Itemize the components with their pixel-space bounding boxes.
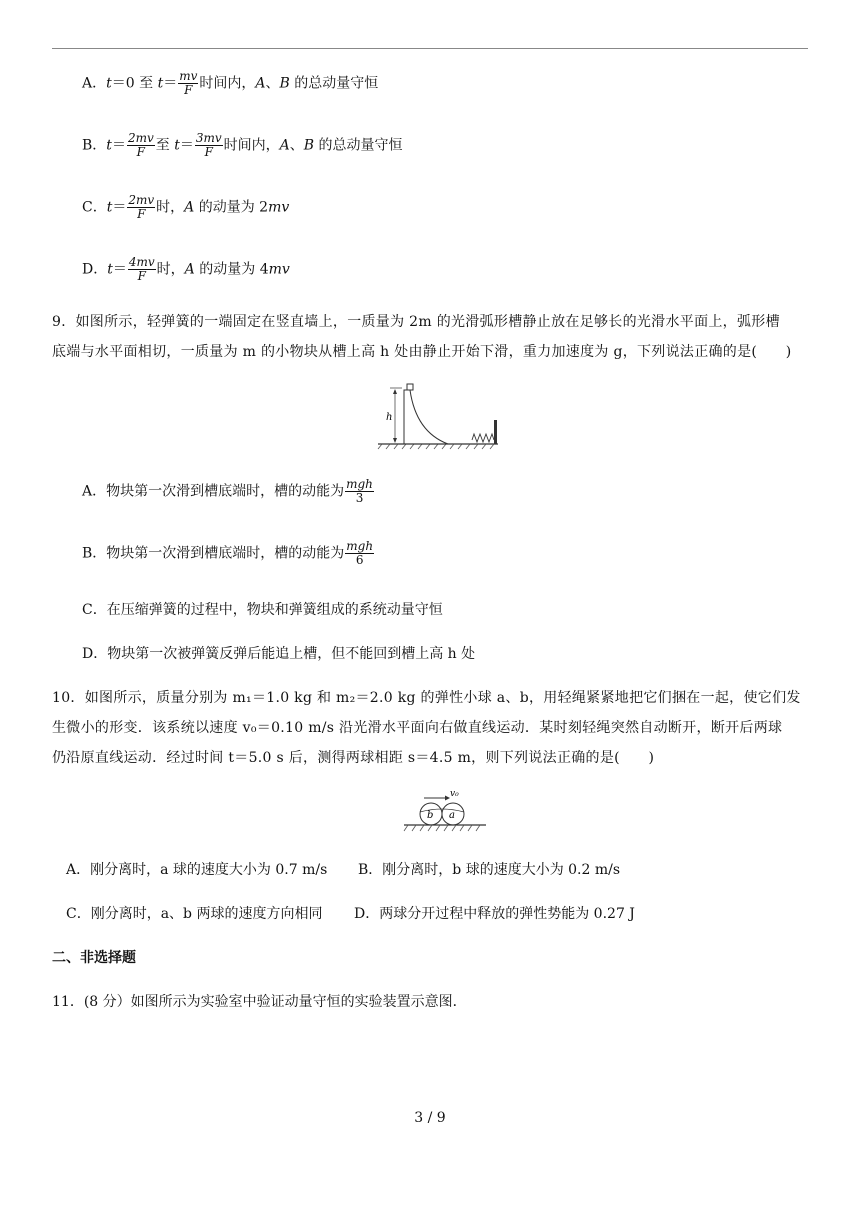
q10-figure-balls bbox=[402, 786, 488, 834]
q8-option-c: C．t＝ $\frac{2mv}{F}$ 时，A 的动量为 2mv bbox=[82, 193, 290, 221]
q10-option-c: C．刚分离时，a、b 两球的速度方向相同 bbox=[66, 906, 323, 922]
q9-stem-line1: 9．如图所示，轻弹簧的一端固定在竖直墙上，一质量为 2m 的光滑弧形槽静止放在足够长的光滑水平面上，弧形槽 bbox=[52, 314, 780, 330]
q9-stem-line2: 底端与水平面相切，一质量为 m 的小物块从槽上高 h 处由静止开始下滑，重力加速度为 g，下列说法正确的是( ) bbox=[52, 344, 792, 360]
q9-option-c: C．在压缩弹簧的过程中，物块和弹簧组成的系统动量守恒 bbox=[82, 602, 443, 618]
velocity-label: v₀ bbox=[450, 789, 459, 799]
q10-option-a: A．刚分离时，a 球的速度大小为 0.7 m/s bbox=[66, 862, 328, 878]
page-number: 3 / 9 bbox=[414, 1110, 446, 1126]
fraction: $\frac{\text{mgh}}{6}$ bbox=[346, 539, 374, 567]
q10-option-b: B．刚分离时，b 球的速度大小为 0.2 m/s bbox=[358, 862, 621, 878]
ball-a-label: a bbox=[449, 810, 455, 821]
q10-stem-line2: 生微小的形变．该系统以速度 v₀＝0.10 m/s 沿光滑水平面向右做直线运动．某时刻轻绳突然自动断开，断开后两球 bbox=[52, 720, 783, 736]
ball-b-label: b bbox=[427, 810, 434, 821]
q10-option-d: D．两球分开过程中释放的弹性势能为 0.27 J bbox=[354, 906, 635, 922]
q10-stem-line1: 10．如图所示，质量分别为 m₁＝1.0 kg 和 m₂＝2.0 kg 的弹性小球 a、b，用轻绳紧紧地把它们捆在一起，使它们发 bbox=[52, 690, 801, 706]
header-rule bbox=[52, 48, 808, 49]
q11-stem: 11．(8 分）如图所示为实验室中验证动量守恒的实验装置示意图． bbox=[52, 994, 467, 1010]
q9-option-d: D．物块第一次被弹簧反弹后能追上槽，但不能回到槽上高 h 处 bbox=[82, 646, 476, 662]
q8-option-d: D．t＝ $\frac{4mv}{F}$ 时，A 的动量为 4mv bbox=[82, 255, 290, 283]
fraction: $\frac{mv}{F}$ bbox=[179, 69, 198, 97]
q10-stem-line3: 仍沿原直线运动．经过时间 t＝5.0 s 后，测得两球相距 s＝4.5 m，则下列说法正确的是( ) bbox=[52, 750, 655, 766]
q9-figure-slope-spring bbox=[376, 382, 500, 450]
q9-option-a: A．物块第一次滑到槽底端时，槽的动能为 $\frac{\text{mgh}}{3}$ bbox=[82, 477, 373, 505]
q8-option-a: A．t＝0 至 t＝ $\frac{mv}{F}$ 时间内，A、B 的总动量守恒 bbox=[82, 69, 379, 97]
fraction: $\frac{\text{mgh}}{3}$ bbox=[346, 477, 373, 505]
fraction: $\frac{2mv}{F}$ bbox=[127, 131, 154, 159]
q8-option-b: B．t＝ $\frac{2mv}{F}$ 至 t＝ $\frac{3mv}{F}$ 时间内，A、B 的总动量守恒 bbox=[82, 131, 403, 159]
q9-option-b: B．物块第一次滑到槽底端时，槽的动能为 $\frac{\text{mgh}}{6}$ bbox=[82, 539, 374, 567]
height-label: h bbox=[386, 412, 393, 423]
fraction: $\frac{4mv}{F}$ bbox=[128, 255, 155, 283]
section-title: 二、非选择题 bbox=[52, 950, 136, 966]
fraction: $\frac{3mv}{F}$ bbox=[195, 131, 222, 159]
fraction: $\frac{2mv}{F}$ bbox=[128, 193, 155, 221]
